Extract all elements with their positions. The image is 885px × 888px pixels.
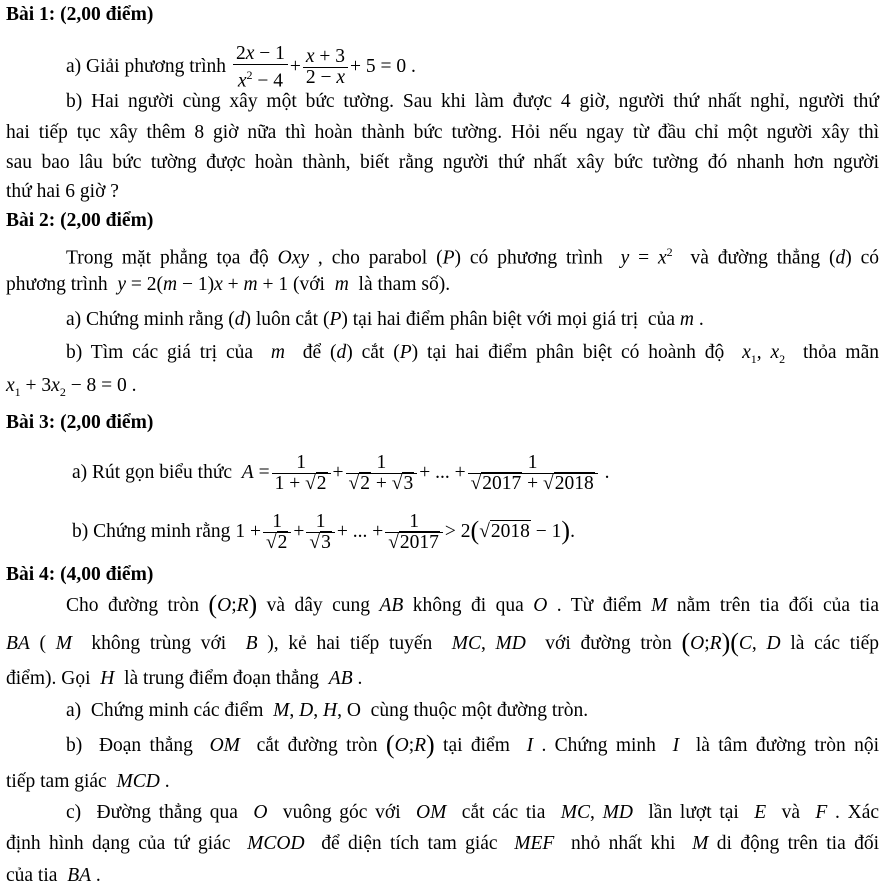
- bai4-c-line2: định hình dạng của tứ giác MCOD để diện tích tam giác MEF nhỏ nhất khi M di động trên tia đối: [6, 833, 880, 854]
- bai1-a-text: a) Giải phương trình: [66, 56, 227, 78]
- bai3-b-inequality: 1 + $\frac{1}{√2}$ + $\frac{1}{√3}$ + ... + $\frac{1}{√2017}$ > 2(√2018 − 1).: [235, 511, 575, 553]
- bai4-a: a) Chứng minh các điểm M, D, H, O cùng thuộc một đường tròn.: [66, 700, 589, 721]
- bai2-intro-line1: Trong mặt phẳng tọa độ Oxy , cho parabol (P) có phương trình $y = x^2$ và đường thẳng (d) có: [66, 245, 880, 269]
- bai3-a-expression: A = $\frac{1}{1 + √2}$ + $\frac{1}{√2 + √3}$ + ... + $\frac{1}{√2017 + √2018}$ .: [241, 452, 610, 494]
- bai1-a-equation: $\frac{2x - 1}{x^2 - 4}$ + $\frac{x + 3}{2 - x}$ + 5 = 0 .: [231, 56, 416, 77]
- bai4-b-line1: b) Đoạn thẳng OM cắt đường tròn (O;R) tại điểm I . Chứng minh I là tâm đường tròn nội: [66, 730, 880, 759]
- bai3-title: Bài 3: (2,00 điểm): [6, 412, 154, 433]
- bai3-a-text: a) Rút gọn biểu thức: [72, 461, 233, 483]
- bai4-c-line1: c) Đường thẳng qua O vuông góc với OM cắt các tia MC, MD lần lượt tại E và F . Xác: [66, 802, 880, 823]
- bai4-b-line2: tiếp tam giác MCD .: [6, 771, 170, 792]
- bai3-b: [72, 512, 879, 553]
- bai1-title: Bài 1: (2,00 điểm): [6, 4, 154, 25]
- bai2-b-line1: b) Tìm các giá trị của m để (d) cắt (P) tại hai điểm phân biệt có hoành độ $x_1$, $x_2$ thỏa mãn: [66, 342, 879, 366]
- bai1-b-line4: thứ hai 6 giờ ?: [6, 181, 119, 202]
- bai2-title: Bài 2: (2,00 điểm): [6, 210, 154, 231]
- bai1-b-line2: hai tiếp tục xây thêm 8 giờ nữa thì hoàn thành bức tường. Hỏi nếu ngay từ đầu chỉ một người xây thì: [6, 122, 879, 143]
- bai4-intro-line2: BA ( M không trùng với B ), kẻ hai tiếp tuyến MC, MD với đường tròn (O;R)(C, D là các tiếp: [6, 628, 880, 657]
- bai2-intro-line2: phương trình y = 2(m − 1)x + m + 1 (với m là tham số).: [6, 274, 451, 295]
- bai2-a: a) Chứng minh rằng (d) luôn cắt (P) tại hai điểm phân biệt với mọi giá trị của m .: [66, 309, 704, 330]
- bai4-title: Bài 4: (4,00 điểm): [6, 564, 154, 585]
- bai1-b-line3: sau bao lâu bức tường được hoàn thành, biết rằng người thứ nhất xây bức tường đó nhanh hơn người: [6, 152, 879, 173]
- bai4-c-line3: của tia BA .: [6, 865, 101, 886]
- bai3-a: [72, 453, 879, 494]
- bai1-a: [66, 44, 879, 92]
- bai4-intro-line1: Cho đường tròn (O;R) và dây cung AB không đi qua O . Từ điểm M nằm trên tia đối của tia: [66, 590, 879, 619]
- bai3-b-text: b) Chứng minh rằng: [72, 520, 231, 542]
- bai2-b-line2: $x_1 + 3x_2 - 8 = 0$ .: [6, 375, 137, 399]
- bai1-b-line1: b) Hai người cùng xây một bức tường. Sau khi làm được 4 giờ, người thứ nhất nghỉ, người thứ: [66, 91, 879, 112]
- bai4-intro-line3: điểm). Gọi H là trung điểm đoạn thẳng AB .: [6, 668, 363, 689]
